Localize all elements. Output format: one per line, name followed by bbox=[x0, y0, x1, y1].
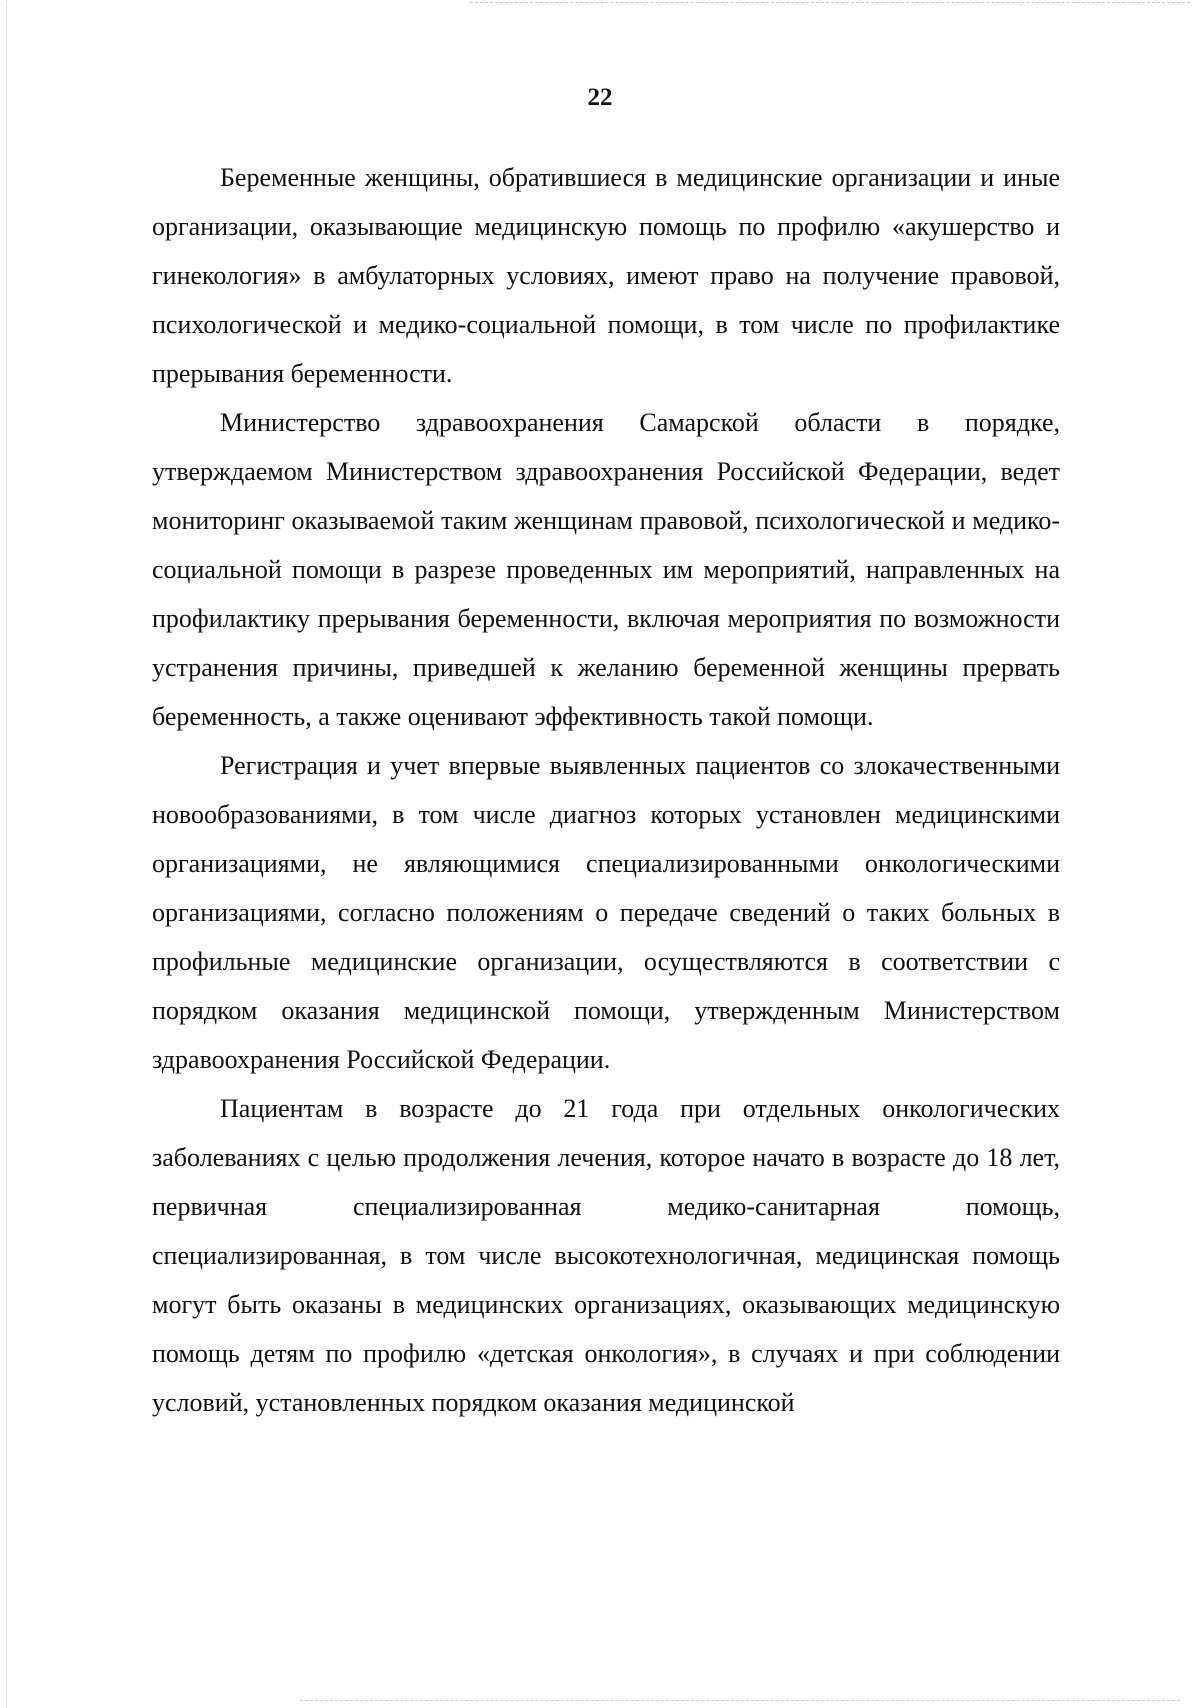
page-number: 22 bbox=[587, 84, 613, 111]
paragraph-ministry-monitoring: Министерство здравоохранения Самарской области в порядке, утверждаемом Министерством здравоохранения Российской Федерации, ведет мониторинг оказываемой таким женщинам правовой, психологической и медико-социальной помощи в разрезе проведенных им мероприятий, направленных на профилактику прерывания беременности, включая мероприятия по возможности устранения причины, приведшей к желанию беременной женщины прервать беременность, а также оценивают эффективность такой помощи. bbox=[152, 408, 1060, 731]
scan-edge-top bbox=[470, 2, 1190, 3]
document-body bbox=[152, 153, 1060, 1427]
scan-edge-left bbox=[6, 0, 7, 1708]
paragraph-pediatric-oncology: Пациентам в возрасте до 21 года при отдельных онкологических заболеваниях с целью продолжения лечения, которое начато в возрасте до 18 лет, первичная специализированная медико-санитарная помощь, специализированная, в том числе высокотехнологичная, медицинская помощь могут быть оказаны в медицинских организациях, оказывающих медицинскую помощь детям по профилю «детская онкология», в случаях и при соблюдении условий, установленных порядком оказания медицинской bbox=[152, 1094, 1060, 1417]
paragraph-oncology-registration: Регистрация и учет впервые выявленных пациентов со злокачественными новообразованиями, в том числе диагноз которых установлен медицинскими организациями, не являющимися специализированными онкологическими организациями, согласно положениям о передаче сведений о таких больных в профильные медицинские организации, осуществляются в соответствии с порядком оказания медицинской помощи, утвержденным Министерством здравоохранения Российской Федерации. bbox=[152, 751, 1060, 1074]
paragraph-pregnant-women: Беременные женщины, обратившиеся в медицинские организации и иные организации, оказывающие медицинскую помощь по профилю «акушерство и гинекология» в амбулаторных условиях, имеют право на получение правовой, психологической и медико-социальной помощи, в том числе по профилактике прерывания беременности. bbox=[152, 163, 1060, 388]
scan-edge-bottom bbox=[300, 1700, 1180, 1701]
